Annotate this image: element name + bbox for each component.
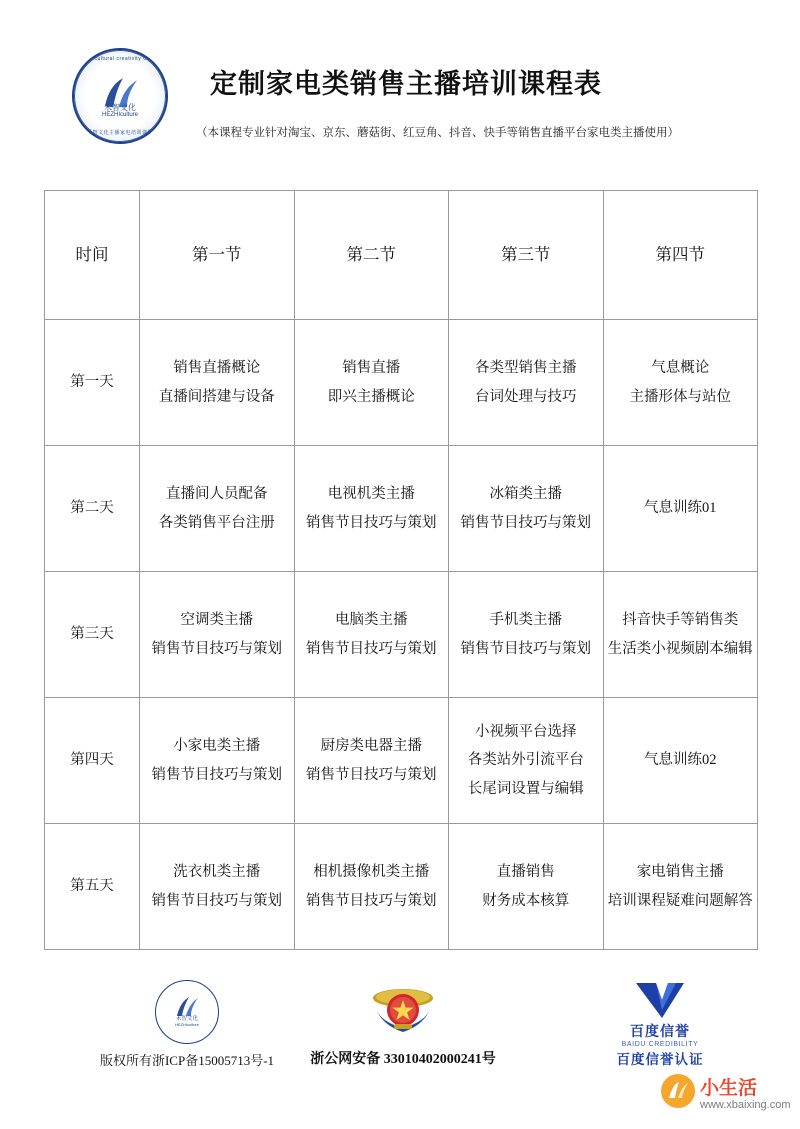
cell-line: 小视频平台选择 xyxy=(475,724,577,741)
cell-line: 空调类主播 xyxy=(180,612,253,629)
police-record-text[interactable]: 浙公网安备 33010402000241号 xyxy=(310,1052,496,1067)
cell-line: 销售节目技巧与策划 xyxy=(306,640,437,657)
watermark-logo-icon xyxy=(660,1073,696,1109)
seal-company-name-cn: 禾智文化 xyxy=(175,1016,198,1022)
row-time-label: 第五天 xyxy=(45,824,140,950)
table-cell xyxy=(140,446,295,572)
watermark-site-url: www.xbaixing.com xyxy=(700,1099,791,1111)
page-subtitle: （本课程专业针对淘宝、京东、蘑菇街、红豆角、抖音、快手等销售直播平台家电类主播使用） xyxy=(196,127,679,139)
row-time-label: 第二天 xyxy=(45,446,140,572)
icp-license-text[interactable]: 版权所有浙ICP备15005713号-1 xyxy=(99,1053,275,1068)
footer-icp-block xyxy=(72,980,302,1069)
cell-line: 洗衣机类主播 xyxy=(173,864,261,881)
cell-line: 销售节目技巧与策划 xyxy=(151,640,282,657)
row-time-label: 第四天 xyxy=(45,698,140,824)
table-cell xyxy=(449,572,604,698)
table-cell xyxy=(294,320,449,446)
baidu-v-icon xyxy=(632,980,688,1020)
table-cell xyxy=(603,572,758,698)
cell-line: 销售直播 xyxy=(342,360,401,377)
seal-company-name-en: HEZHIculture xyxy=(174,1022,199,1027)
cell-line: 抖音快手等销售类 xyxy=(622,612,739,629)
cell-line: 销售节目技巧与策划 xyxy=(306,892,437,909)
table-row xyxy=(45,824,758,950)
table-body xyxy=(45,320,758,950)
cell-line: 长尾词设置与编辑 xyxy=(467,780,584,797)
watermark-site-name: 小生活 xyxy=(700,1078,758,1099)
table-header xyxy=(45,191,758,320)
header-cell-time: 时间 xyxy=(45,191,140,320)
cell-line: 销售节目技巧与策划 xyxy=(306,514,437,531)
table-cell xyxy=(449,698,604,824)
cell-line: 小家电类主播 xyxy=(173,738,261,755)
header-cell-period-3: 第三节 xyxy=(449,191,604,320)
baidu-credibility-badge[interactable] xyxy=(600,980,720,1048)
seal-arc-bottom-text: 禾智文化主播家电培训课程 xyxy=(86,130,153,136)
table-cell xyxy=(140,698,295,824)
cell-line: 台词处理与技巧 xyxy=(475,388,577,405)
cell-line: 各类型销售主播 xyxy=(475,360,577,377)
table-cell xyxy=(294,698,449,824)
table-row xyxy=(45,698,758,824)
cell-line: 相机摄像机类主播 xyxy=(313,864,430,881)
row-time-label: 第三天 xyxy=(45,572,140,698)
table-cell xyxy=(603,320,758,446)
table-cell xyxy=(449,446,604,572)
cell-line: 冰箱类主播 xyxy=(489,486,562,503)
header-cell-period-4: 第四节 xyxy=(603,191,758,320)
table-cell xyxy=(603,446,758,572)
cell-line: 直播间人员配备 xyxy=(166,486,268,503)
cell-line: 即兴主播概论 xyxy=(327,388,415,405)
cell-line: 气息概论 xyxy=(651,360,710,377)
cell-line: 主播形体与站位 xyxy=(629,388,731,405)
cell-line: 家电销售主播 xyxy=(636,864,724,881)
cell-line: 培训课程疑难问题解答 xyxy=(607,892,753,909)
table-cell xyxy=(449,320,604,446)
footer-baidu-block xyxy=(560,980,760,1068)
page-title: 定制家电类销售主播培训课程表 xyxy=(210,69,602,99)
table-row xyxy=(45,320,758,446)
table-row xyxy=(45,446,758,572)
cell-line: 气息训练02 xyxy=(644,752,717,769)
cell-line: 生活类小视频剧本编辑 xyxy=(607,640,753,657)
cell-line: 气息训练01 xyxy=(644,500,717,517)
table-cell xyxy=(294,572,449,698)
seal-company-name-en: HEZHIculture xyxy=(101,112,138,118)
seal-arc-top-text: Heshi cultural creativity Co.,Ltd xyxy=(77,56,163,62)
baidu-certification-text[interactable]: 百度信誉认证 xyxy=(616,1052,704,1067)
baidu-label-en: BAIDU CREDIBILITY xyxy=(621,1041,699,1048)
cell-line: 销售节目技巧与策划 xyxy=(151,766,282,783)
cell-line: 销售节目技巧与策划 xyxy=(460,514,591,531)
table-cell xyxy=(294,446,449,572)
seal-company-name-cn: 禾智文化 xyxy=(104,103,136,112)
cell-line: 各类销售平台注册 xyxy=(158,514,275,531)
schedule-table-wrapper xyxy=(44,190,758,950)
cell-line: 手机类主播 xyxy=(489,612,562,629)
schedule-table xyxy=(44,190,758,950)
cell-line: 电脑类主播 xyxy=(335,612,408,629)
cell-line: 直播间搭建与设备 xyxy=(158,388,275,405)
site-watermark xyxy=(660,1071,790,1123)
table-cell xyxy=(449,824,604,950)
cell-line: 销售节目技巧与策划 xyxy=(460,640,591,657)
police-emblem-icon xyxy=(364,980,442,1042)
cell-line: 销售节目技巧与策划 xyxy=(306,766,437,783)
company-seal-icon xyxy=(155,980,219,1044)
document-header xyxy=(0,38,800,158)
header-cell-period-2: 第二节 xyxy=(294,191,449,320)
table-row xyxy=(45,572,758,698)
table-cell xyxy=(603,824,758,950)
table-cell xyxy=(294,824,449,950)
cell-line: 销售节目技巧与策划 xyxy=(151,892,282,909)
cell-line: 各类站外引流平台 xyxy=(467,752,584,769)
cell-line: 销售直播概论 xyxy=(173,360,261,377)
table-cell xyxy=(603,698,758,824)
row-time-label: 第一天 xyxy=(45,320,140,446)
footer-police-block xyxy=(288,980,518,1068)
table-cell xyxy=(140,320,295,446)
table-header-row xyxy=(45,191,758,320)
cell-line: 厨房类电器主播 xyxy=(320,738,422,755)
cell-line: 直播销售 xyxy=(496,864,555,881)
company-seal-logo xyxy=(72,48,168,144)
header-cell-period-1: 第一节 xyxy=(140,191,295,320)
cell-line: 电视机类主播 xyxy=(327,486,415,503)
baidu-label-cn: 百度信誉 xyxy=(630,1023,690,1039)
table-cell xyxy=(140,824,295,950)
cell-line: 财务成本核算 xyxy=(482,892,570,909)
table-cell xyxy=(140,572,295,698)
